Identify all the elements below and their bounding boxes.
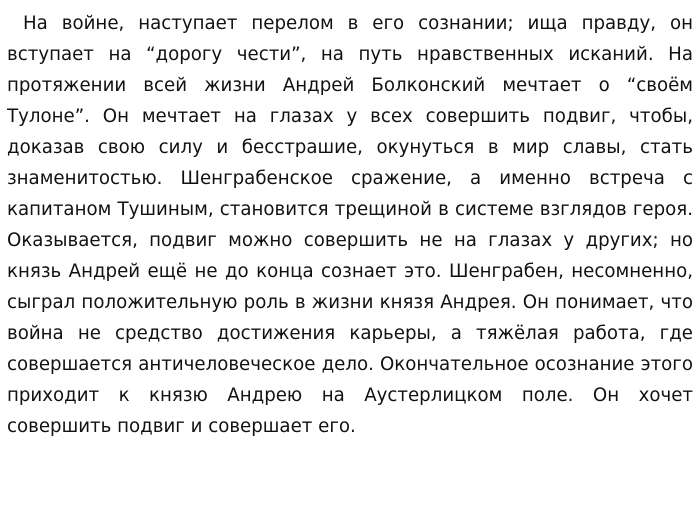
document-page <box>7 8 693 442</box>
essay-paragraph: На войне, наступает перелом в его сознании; ища правду, он вступает на “дорогу чести”, на путь нравственных исканий. На протяжении всей жизни Андрей Болконский мечтает о “своём Тулоне”. Он мечтает на глазах у всех совершить подвиг, чтобы, доказав свою силу и бесстрашие, окунуться в мир славы, стать знаменитостью. Шенграбенское сражение, а именно встреча с капитаном Тушиным, становится трещиной в системе взглядов героя. Оказывается, подвиг можно совершить не на глазах у других; но князь Андрей ещё не до конца сознает это. Шенграбен, несомненно, сыграл положительную роль в жизни князя Андрея. Он понимает, что война не средство достижения карьеры, а тяжёлая работа, где совершается античеловеческое дело. Окончательное осознание этого приходит к князю Андрею на Аустерлицком поле. Он хочет совершить подвиг и совершает его. <box>7 13 693 437</box>
